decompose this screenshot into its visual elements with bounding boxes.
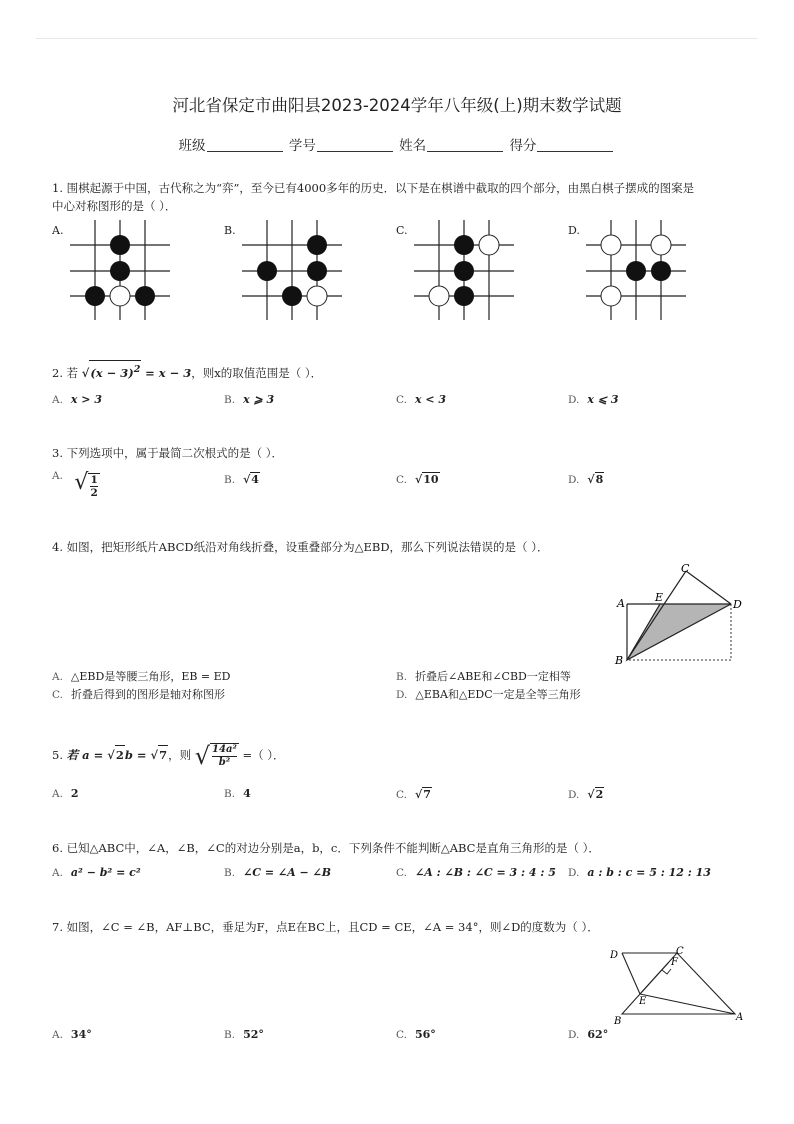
q2-option-d-value: x ⩽ 3 [587, 393, 619, 406]
q7-label-c: C [676, 946, 684, 957]
question-7 [52, 918, 762, 936]
q6-option-b[interactable]: B. ∠C = ∠A − ∠B [224, 866, 332, 879]
q5-pre: 若 a = [66, 748, 108, 762]
q3-text: 下列选项中，属于最简二次根式的是（ ）． [66, 446, 284, 460]
q2-expr-right: = x − 3 [145, 365, 192, 380]
q4-number: 4. [52, 540, 63, 554]
q7-option-d-value: 62° [587, 1028, 609, 1041]
score-label: 得分 [509, 138, 537, 154]
q1-board-d [582, 220, 688, 324]
q7-option-c-value: 56° [415, 1028, 436, 1041]
q2-option-b[interactable]: B. x ⩾ 3 [224, 393, 275, 406]
q2-number: 2. [52, 365, 63, 380]
class-label: 班级 [178, 138, 206, 154]
q5-post: =（ ）． [242, 748, 285, 762]
q4-option-c-value: 折叠后得到的图形是轴对称图形 [71, 688, 225, 701]
q2-option-c-value: x < 3 [415, 393, 447, 406]
q4-option-b-value: 折叠后∠ABE和∠CBD一定相等 [415, 670, 571, 683]
q5-option-b-value: 4 [243, 787, 251, 800]
q6-number: 6. [52, 841, 63, 855]
q5-radicand-1: 2 [115, 745, 125, 764]
q5-option-d-value: 2 [595, 788, 604, 801]
q4-label-d: D [733, 598, 742, 611]
q3-option-b[interactable]: B. √4 [224, 473, 259, 486]
question-2 [52, 360, 762, 382]
q4-label-c: C [681, 562, 690, 575]
q1-board-b [238, 220, 344, 324]
q6-option-d-value: a : b : c = 5 : 12 : 13 [587, 866, 711, 879]
q2-radicand: (x − 3) [90, 365, 134, 380]
q2-option-d[interactable]: D. x ⩽ 3 [568, 393, 619, 406]
q1-number: 1. [52, 181, 63, 195]
q7-number: 7. [52, 920, 63, 934]
q4-option-d-value: △EBA和△EDC一定是全等三角形 [415, 688, 581, 701]
question-6 [52, 839, 762, 857]
q5-option-c[interactable]: C. √7 [396, 788, 431, 801]
q7-option-b[interactable]: B. 52° [224, 1028, 264, 1041]
name-blank[interactable] [427, 138, 503, 152]
q3-option-d[interactable]: D. √8 [568, 473, 604, 486]
q5-option-d[interactable]: D. √2 [568, 788, 604, 801]
q5-radicand-2: 7 [158, 745, 168, 764]
q2-option-a-value: x > 3 [70, 393, 103, 406]
q1-option-c-label[interactable]: C. [396, 224, 408, 237]
q3-option-c-value: 10 [423, 473, 439, 486]
q4-label-a: A [617, 597, 625, 610]
q4-option-d[interactable]: D. △EBA和△EDC一定是全等三角形 [396, 688, 581, 701]
q6-option-b-value: ∠C = ∠A − ∠B [243, 866, 332, 879]
q7-label-e: E [639, 996, 647, 1007]
q2-pre: 若 [66, 365, 79, 380]
q1-board-a [66, 220, 172, 324]
question-3 [52, 444, 762, 462]
q5-mid4: ，则 [168, 748, 192, 762]
q5-option-b[interactable]: B. 4 [224, 787, 251, 800]
question-5: 5. 若 a = √2b = √7，则 √ $\frac{\text{14a²}}{\text{b²}}$ =（ ）． [52, 742, 285, 770]
q7-label-a: A [736, 1012, 744, 1023]
question-4 [52, 538, 762, 556]
q1-text-line2: 中心对称图形的是（ ）． [52, 199, 177, 213]
q4-text: 如图，把矩形纸片ABCD纸沿对角线折叠，设重叠部分为△EBD，那么下列说法错误的是（ ）． [66, 540, 549, 554]
q3-option-c[interactable]: C. √10 [396, 473, 439, 486]
q4-figure [610, 560, 760, 670]
q4-option-a-value: △EBD是等腰三角形，EB = ED [70, 670, 231, 683]
q7-label-d: D [610, 950, 619, 961]
q1-text-line1: 围棋起源于中国，古代称之为“弈”，至今已有4000多年的历史．以下是在棋谱中截取的四个部分，由黑白棋子摆成的图案是 [66, 181, 695, 195]
student-info-row [0, 134, 794, 154]
q4-option-c[interactable]: C. 折叠后得到的图形是轴对称图形 [52, 688, 225, 701]
question-1 [52, 179, 762, 215]
q7-option-a[interactable]: A. 34° [52, 1028, 92, 1041]
q2-option-a[interactable]: A. x > 3 [52, 393, 103, 406]
q7-option-c[interactable]: C. 56° [396, 1028, 436, 1041]
q1-option-d-label[interactable]: D. [568, 224, 580, 237]
q5-fraction: $\frac{\text{14a²}}{\text{b²}}$ [212, 744, 237, 768]
q7-option-a-value: 34° [70, 1028, 92, 1041]
header-rule [36, 38, 758, 39]
q7-option-b-value: 52° [243, 1028, 264, 1041]
score-blank[interactable] [537, 138, 613, 152]
id-blank[interactable] [317, 138, 393, 152]
name-label: 姓名 [399, 138, 427, 154]
q4-option-a[interactable]: A. △EBD是等腰三角形，EB = ED [52, 670, 231, 683]
q4-option-b[interactable]: B. 折叠后∠ABE和∠CBD一定相等 [396, 670, 571, 683]
q3-option-a-fraction: $\frac{1}{2}$ [90, 474, 98, 499]
q6-option-c-value: ∠A : ∠B : ∠C = 3 : 4 : 5 [415, 866, 556, 879]
class-blank[interactable] [207, 138, 283, 152]
q2-radical: $√(x - 3)^2$ [82, 366, 142, 380]
q1-option-b-label[interactable]: B. [224, 224, 236, 237]
q1-board-c [410, 220, 516, 324]
q6-option-a-value: a² − b² = c² [70, 866, 141, 879]
q3-number: 3. [52, 446, 63, 460]
page-title: 河北省保定市曲阳县2023-2024学年八年级(上)期末数学试题 [172, 96, 622, 115]
q5-option-a[interactable]: A. 2 [52, 787, 79, 800]
q2-option-b-value: x ⩾ 3 [243, 393, 275, 406]
q5-option-a-value: 2 [70, 787, 79, 800]
q1-option-a-label[interactable]: A. [52, 224, 64, 237]
q6-text: 已知△ABC中，∠A，∠B，∠C的对边分别是a，b，c．下列条件不能判断△ABC是直角三角形的是（ ）． [66, 841, 600, 855]
q4-overlap-triangle [627, 604, 731, 660]
q7-label-f: F [671, 957, 678, 968]
id-label: 学号 [288, 138, 316, 154]
q3-option-d-value: 8 [595, 473, 604, 486]
q7-right-angle-mark [662, 969, 671, 974]
q4-label-e: E [655, 591, 664, 604]
q5-number: 5. [52, 748, 63, 762]
q7-figure [604, 942, 754, 1028]
q7-option-d[interactable]: D. 62° [568, 1028, 609, 1041]
q2-option-c[interactable]: C. x < 3 [396, 393, 447, 406]
q6-option-d[interactable]: D. a : b : c = 5 : 12 : 13 [568, 866, 711, 879]
q7-text: 如图，∠C = ∠B，AF⊥BC，垂足为F，点E在BC上，且CD = CE，∠A = 34°，则∠D的度数为（ ）． [66, 920, 599, 934]
q6-option-c[interactable]: C. ∠A : ∠B : ∠C = 3 : 4 : 5 [396, 866, 556, 879]
q3-option-a[interactable]: A. √ $\frac{1}{2}$ [52, 470, 98, 499]
q3-option-b-value: 4 [251, 473, 259, 486]
q2-post: ，则x的取值范围是（ ）． [191, 365, 323, 380]
q6-option-a[interactable]: A. a² − b² = c² [52, 866, 141, 879]
q5-mid2: b = [124, 748, 151, 762]
q4-label-b: B [615, 654, 624, 667]
q7-label-b: B [614, 1016, 622, 1027]
q5-option-c-value: 7 [423, 788, 431, 801]
